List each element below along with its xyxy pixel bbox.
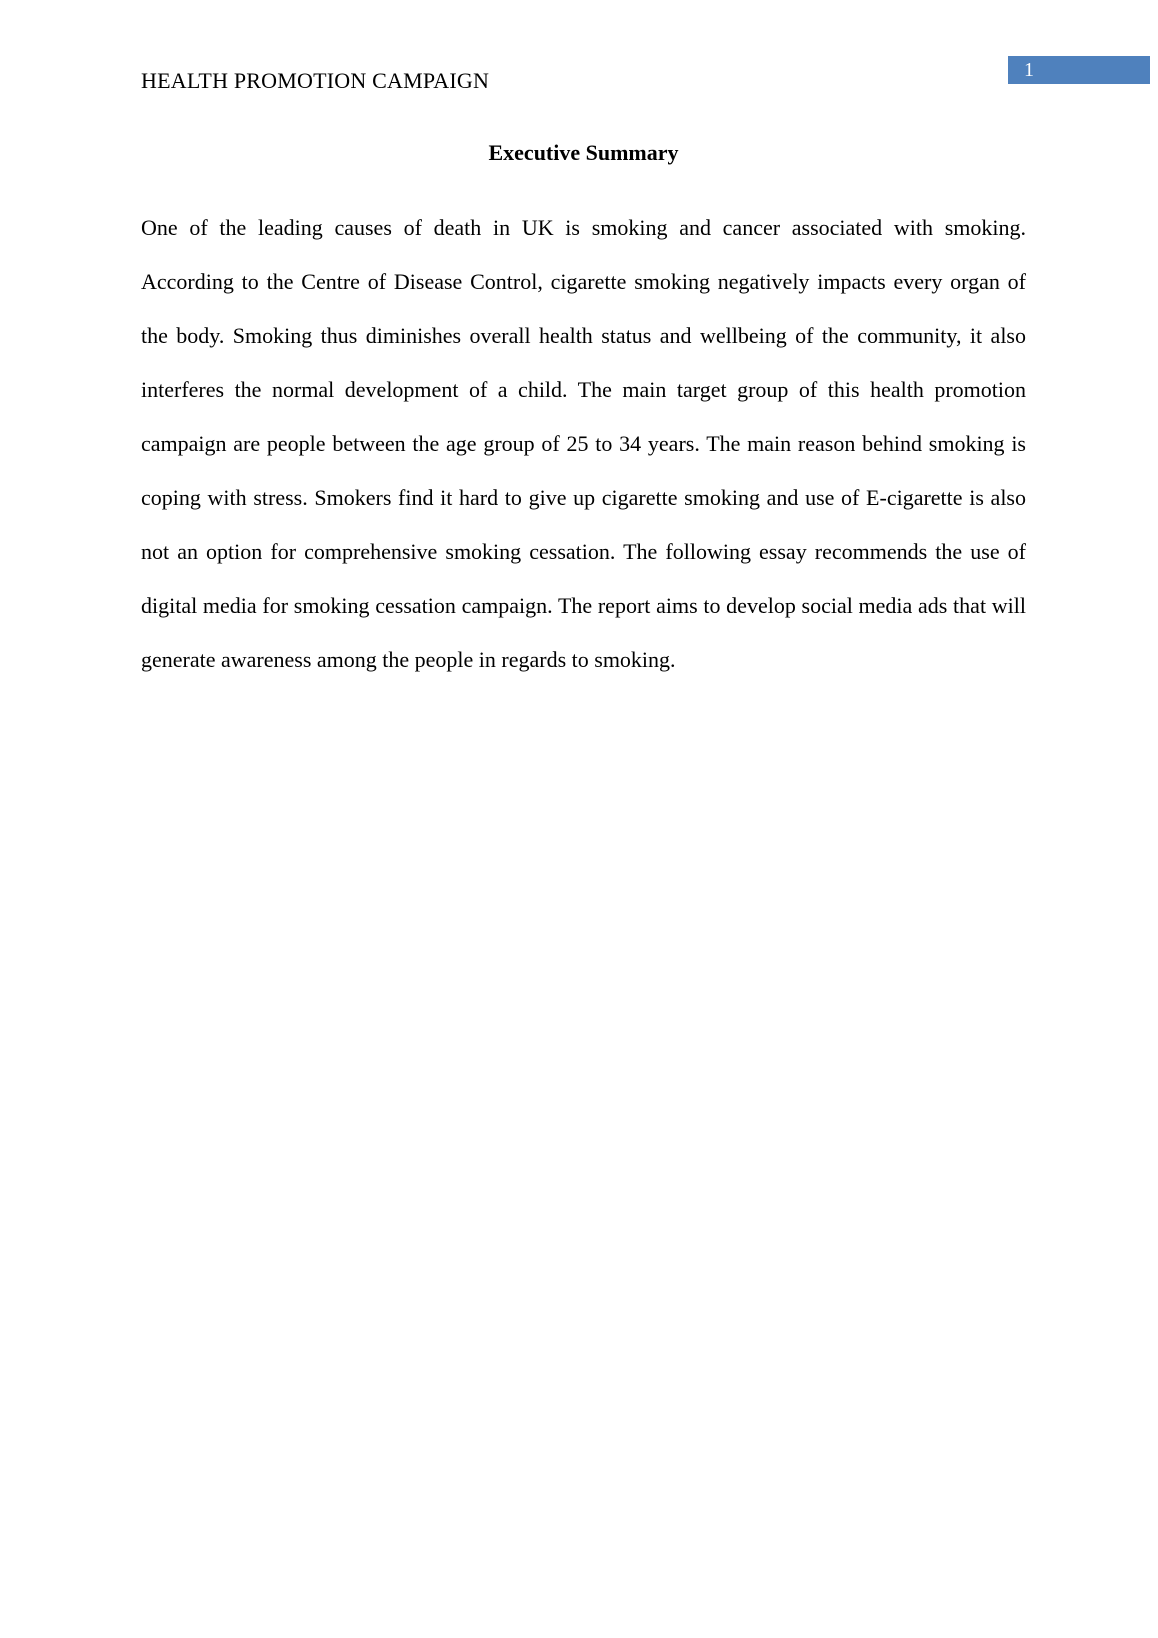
page-number: 1 (1024, 59, 1034, 81)
body-paragraph: One of the leading causes of death in UK is smoking and cancer associated with smoking. According to the Centre of Disease Control, cigarette smoking negatively impacts every organ of the body. Smoking thus diminishes overall health status and wellbeing of the community, it also interferes the normal development of a child. The main target group of this health promotion campaign are people between the age group of 25 to 34 years. The main reason behind smoking is coping with stress. Smokers find it hard to give up cigarette smoking and use of E-cigarette is also not an option for comprehensive smoking cessation. The following essay recommends the use of digital media for smoking cessation campaign. The report aims to develop social media ads that will generate awareness among the people in regards to smoking. (141, 215, 1026, 672)
page-number-badge (1008, 56, 1150, 84)
running-head: HEALTH PROMOTION CAMPAIGN (141, 68, 490, 93)
section-heading: Executive Summary (488, 140, 679, 165)
